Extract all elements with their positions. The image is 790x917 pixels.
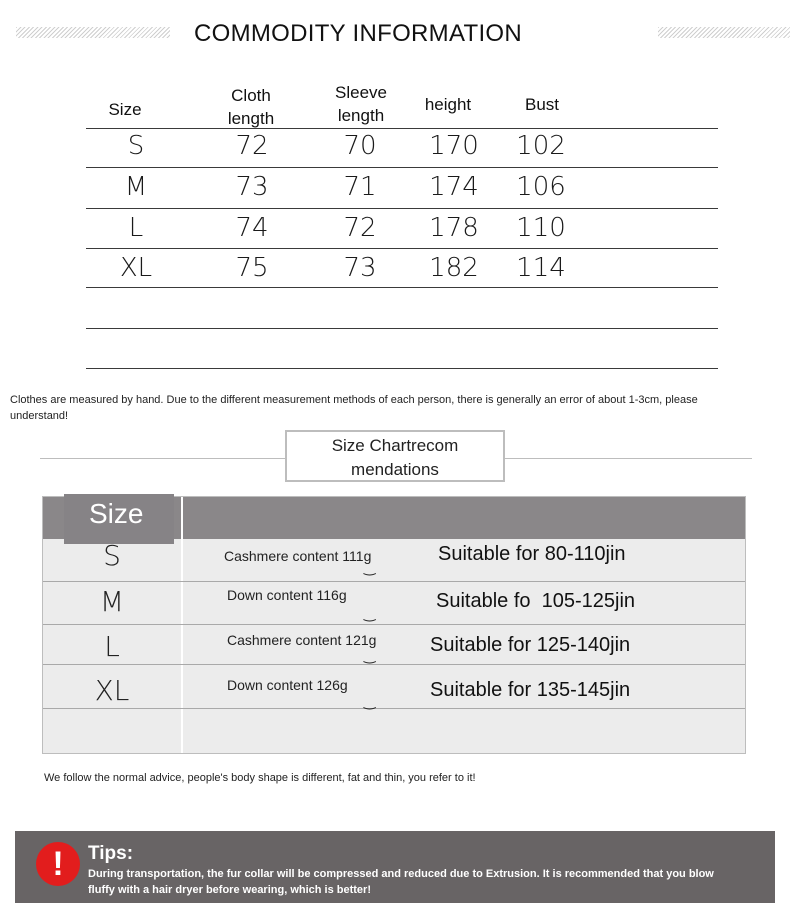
rec-size: M	[99, 585, 125, 618]
col-header-size: Size	[108, 100, 142, 119]
page-title: COMMODITY INFORMATION	[193, 20, 523, 47]
size-recommendation-table	[42, 496, 746, 754]
rec-size: XL	[94, 674, 130, 707]
cell-size: M	[124, 172, 148, 202]
col-header-height: height	[424, 95, 472, 114]
smile-mark: ‿	[364, 647, 376, 663]
size-header-tab	[64, 494, 174, 544]
cell-size: S	[127, 131, 145, 161]
col-header-sleeve-length: Sleeve length	[335, 83, 387, 125]
table-rule	[43, 664, 745, 665]
cell-cloth-length: 75	[235, 253, 269, 283]
rec-suitable: Suitable for 125-140jin	[430, 634, 631, 656]
cell-bust: 110	[516, 213, 566, 243]
col-header-bust: Bust	[524, 95, 560, 114]
rec-suitable: Suitable fo 105-125jin	[436, 590, 636, 612]
cell-bust: 114	[516, 253, 566, 283]
measurement-note: Clothes are measured by hand. Due to the different measurement methods of each person, there is generally an error of about 1-3cm, please understand!	[10, 394, 698, 422]
cell-cloth-length: 74	[235, 213, 269, 243]
section-title-box	[285, 430, 505, 482]
tips-banner	[15, 831, 775, 903]
rec-size: L	[104, 630, 120, 663]
section-title-line2: mendations	[351, 460, 439, 479]
smile-mark: ‿	[364, 559, 376, 575]
section-title-line1: Size Chartrecom	[331, 436, 459, 455]
cell-sleeve-length: 72	[343, 213, 377, 243]
exclamation-icon: !	[36, 842, 80, 886]
table-rule	[43, 581, 745, 582]
table-rule	[86, 167, 718, 168]
rec-suitable: Suitable for 80-110jin	[438, 543, 626, 565]
table-rule	[43, 708, 745, 709]
column-divider	[181, 497, 183, 753]
cell-height: 178	[429, 213, 479, 243]
rec-size: S	[103, 539, 121, 572]
col-header-cloth-length: Cloth length	[227, 86, 275, 128]
tips-title: Tips:	[88, 843, 134, 864]
cell-sleeve-length: 71	[343, 172, 377, 202]
table-rule	[86, 248, 718, 249]
cell-height: 182	[429, 253, 479, 283]
size-header-label: Size	[89, 498, 144, 529]
cell-height: 174	[429, 172, 479, 202]
table-rule	[86, 368, 718, 369]
cell-cloth-length: 72	[235, 131, 269, 161]
rec-content: Cashmere content 111g	[224, 548, 372, 564]
rec-content: Cashmere content 121g	[227, 632, 377, 648]
cell-height: 170	[429, 131, 479, 161]
table-rule	[86, 287, 718, 288]
cell-sleeve-length: 73	[343, 253, 377, 283]
cell-size: L	[128, 213, 144, 243]
cell-size: XL	[119, 253, 153, 283]
table-rule	[86, 328, 718, 329]
table-rule	[86, 208, 718, 209]
smile-mark: ‿	[364, 693, 376, 709]
rec-suitable: Suitable for 135-145jin	[430, 679, 631, 701]
advice-note: We follow the normal advice, people's body shape is different, fat and thin, you refer to it!	[44, 772, 476, 784]
smile-mark: ‿	[364, 605, 376, 621]
rec-content: Down content 126g	[227, 677, 348, 693]
rec-content: Down content 116g	[227, 587, 347, 603]
table-rule	[43, 624, 745, 625]
cell-bust: 106	[516, 172, 566, 202]
tips-text: During transportation, the fur collar will be compressed and reduced due to Extrusion. It is recommended that you blow fluffy with a hair dryer before wearing, which is better!	[88, 868, 714, 896]
cell-sleeve-length: 70	[343, 131, 377, 161]
cell-cloth-length: 73	[235, 172, 269, 202]
cell-bust: 102	[516, 131, 566, 161]
table-rule	[86, 128, 718, 129]
